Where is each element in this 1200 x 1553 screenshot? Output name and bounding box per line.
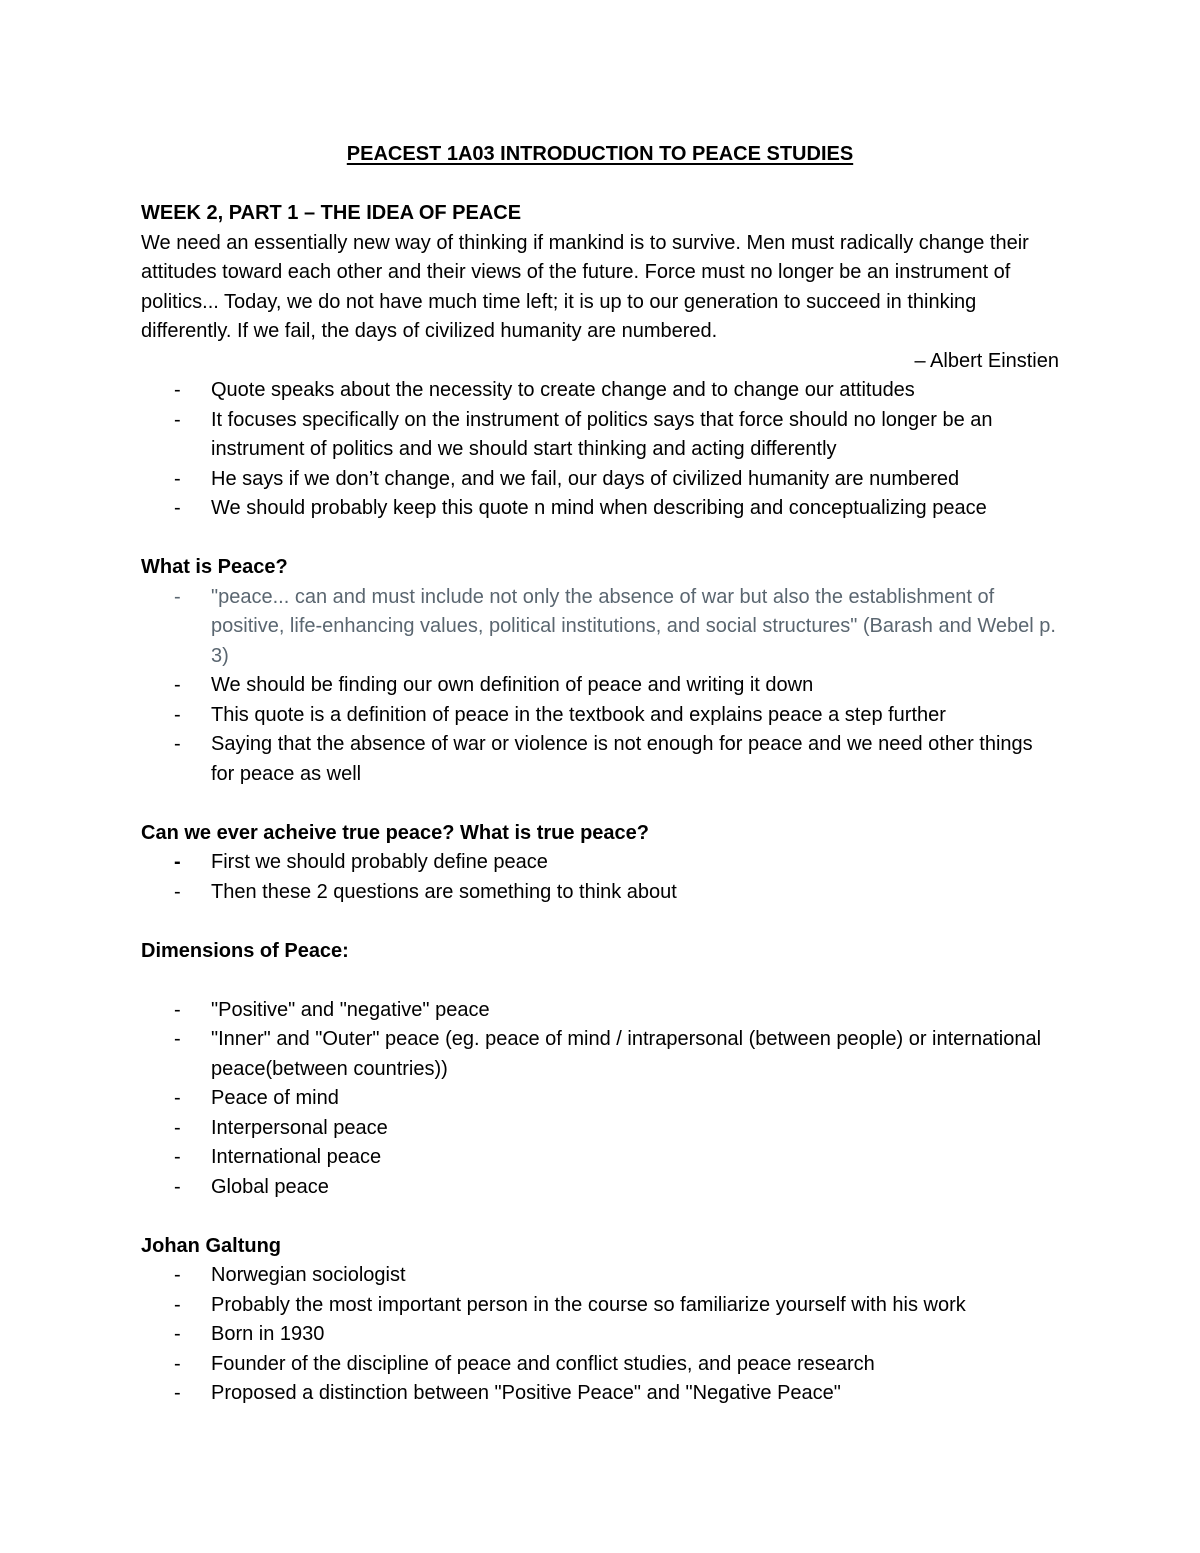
list-item-text: Founder of the discipline of peace and conflict studies, and peace research xyxy=(211,1352,875,1375)
list-item-text: Proposed a distinction between "Positive Peace" and "Negative Peace" xyxy=(211,1382,841,1404)
list-item-text: We should be finding our own definition of peace and writing it down xyxy=(211,674,814,696)
list-item xyxy=(141,1379,1059,1409)
list-item xyxy=(141,583,1059,672)
list-item-text: Born in 1930 xyxy=(211,1323,325,1345)
list-item-text: He says if we don’t change, and we fail, our days of civilized humanity are numbered xyxy=(211,467,960,490)
list-item-text: International peace xyxy=(211,1146,382,1168)
list-item xyxy=(141,1143,1059,1173)
dash-bullet: - xyxy=(174,1028,181,1050)
dash-bullet: - xyxy=(174,585,181,608)
list-item-text: Norwegian sociologist xyxy=(211,1264,406,1286)
list-item-text: Peace of mind xyxy=(211,1087,339,1109)
dash-bullet: - xyxy=(174,674,181,696)
list-item-text: Quote speaks about the necessity to create change and to change our attitudes xyxy=(211,379,915,401)
section-heading: Can we ever acheive true peace? What is true peace? xyxy=(141,821,649,844)
einstein-quote: We need an essentially new way of thinking if mankind is to survive. Men must radically change their attitudes toward each other and their views of the future. Force must no longer be an instrument of politics... Today, we do not have much time left; it is up to our generation to succeed in thinking differently. If we fail, the days of civilized humanity are numbered. xyxy=(141,231,1029,342)
bullet-list xyxy=(141,376,1059,524)
list-item xyxy=(141,376,1059,406)
list-item xyxy=(141,1320,1059,1350)
dash-bullet: - xyxy=(174,703,181,726)
list-item-text: It focuses specifically on the instrument of politics says that force should no longer be an instrument of politics and we should start thinking and acting differently xyxy=(211,408,993,460)
list-item xyxy=(141,494,1059,524)
dash-bullet: - xyxy=(174,880,181,903)
spacer xyxy=(141,966,1059,996)
dash-bullet: - xyxy=(174,1116,181,1139)
dash-bullet: - xyxy=(174,1175,181,1198)
list-item xyxy=(141,1291,1059,1321)
section-heading: Johan Galtung xyxy=(141,1234,281,1257)
list-item xyxy=(141,1025,1059,1084)
dash-bullet: - xyxy=(174,1264,181,1286)
list-item xyxy=(141,671,1059,701)
list-item-text: First we should probably define peace xyxy=(211,851,548,873)
list-item xyxy=(141,1114,1059,1144)
dash-bullet: - xyxy=(174,733,181,755)
list-item xyxy=(141,1173,1059,1203)
section-dimensions-of-peace xyxy=(141,937,1059,1203)
section-heading: What is Peace? xyxy=(141,556,288,578)
bullet-list xyxy=(141,848,1059,907)
dash-bullet: - xyxy=(174,1352,181,1375)
dash-bullet: - xyxy=(174,497,181,519)
section-what-is-peace xyxy=(141,553,1059,789)
dash-bullet: - xyxy=(174,379,181,401)
dash-bullet: - xyxy=(174,1146,181,1168)
list-item-text: We should probably keep this quote n mind when describing and conceptualizing peace xyxy=(211,497,987,519)
list-item-text: Interpersonal peace xyxy=(211,1116,388,1139)
section-heading: Dimensions of Peace: xyxy=(141,939,349,962)
list-item xyxy=(141,996,1059,1026)
dash-bullet: - xyxy=(174,1293,181,1316)
dash-bullet: - xyxy=(174,1382,181,1404)
bullet-list xyxy=(141,996,1059,1203)
bullet-list xyxy=(141,583,1059,790)
document-title: PEACEST 1A03 INTRODUCTION TO PEACE STUDIES xyxy=(346,143,854,165)
list-item xyxy=(141,1261,1059,1291)
list-item-text: "Positive" and "negative" peace xyxy=(211,998,490,1021)
section-johan-galtung xyxy=(141,1232,1059,1409)
dash-bullet: - xyxy=(174,851,181,873)
list-item-text: Saying that the absence of war or violence is not enough for peace and we need other things for peace as well xyxy=(211,733,1033,785)
list-item-text: This quote is a definition of peace in the textbook and explains peace a step further xyxy=(211,703,946,726)
dash-bullet: - xyxy=(174,998,181,1021)
quote-attribution: – Albert Einstien xyxy=(914,349,1059,372)
list-item xyxy=(141,878,1059,908)
list-item xyxy=(141,465,1059,495)
list-item-text: "Inner" and "Outer" peace (eg. peace of mind / intrapersonal (between people) or international peace(between countries)) xyxy=(211,1028,1042,1080)
list-item-text: Global peace xyxy=(211,1175,329,1198)
dash-bullet: - xyxy=(174,408,181,431)
dash-bullet: - xyxy=(174,467,181,490)
list-item xyxy=(141,1350,1059,1380)
list-item xyxy=(141,730,1059,789)
section-heading: WEEK 2, PART 1 – THE IDEA OF PEACE xyxy=(141,202,522,224)
dash-bullet: - xyxy=(174,1087,181,1109)
list-item xyxy=(141,1084,1059,1114)
document-page xyxy=(141,140,1059,1409)
dash-bullet: - xyxy=(174,1323,181,1345)
list-item-text: Then these 2 questions are something to think about xyxy=(211,880,677,903)
section-true-peace xyxy=(141,819,1059,908)
list-item xyxy=(141,406,1059,465)
section-idea-of-peace xyxy=(141,199,1059,524)
list-item xyxy=(141,701,1059,731)
bullet-list xyxy=(141,1261,1059,1409)
list-item xyxy=(141,848,1059,878)
textbook-quote: "peace... can and must include not only the absence of war but also the establishment of positive, life-enhancing values, political institutions, and social structures" (Barash and Webel p. 3) xyxy=(211,585,1056,667)
list-item-text: Probably the most important person in the course so familiarize yourself with his work xyxy=(211,1293,966,1316)
